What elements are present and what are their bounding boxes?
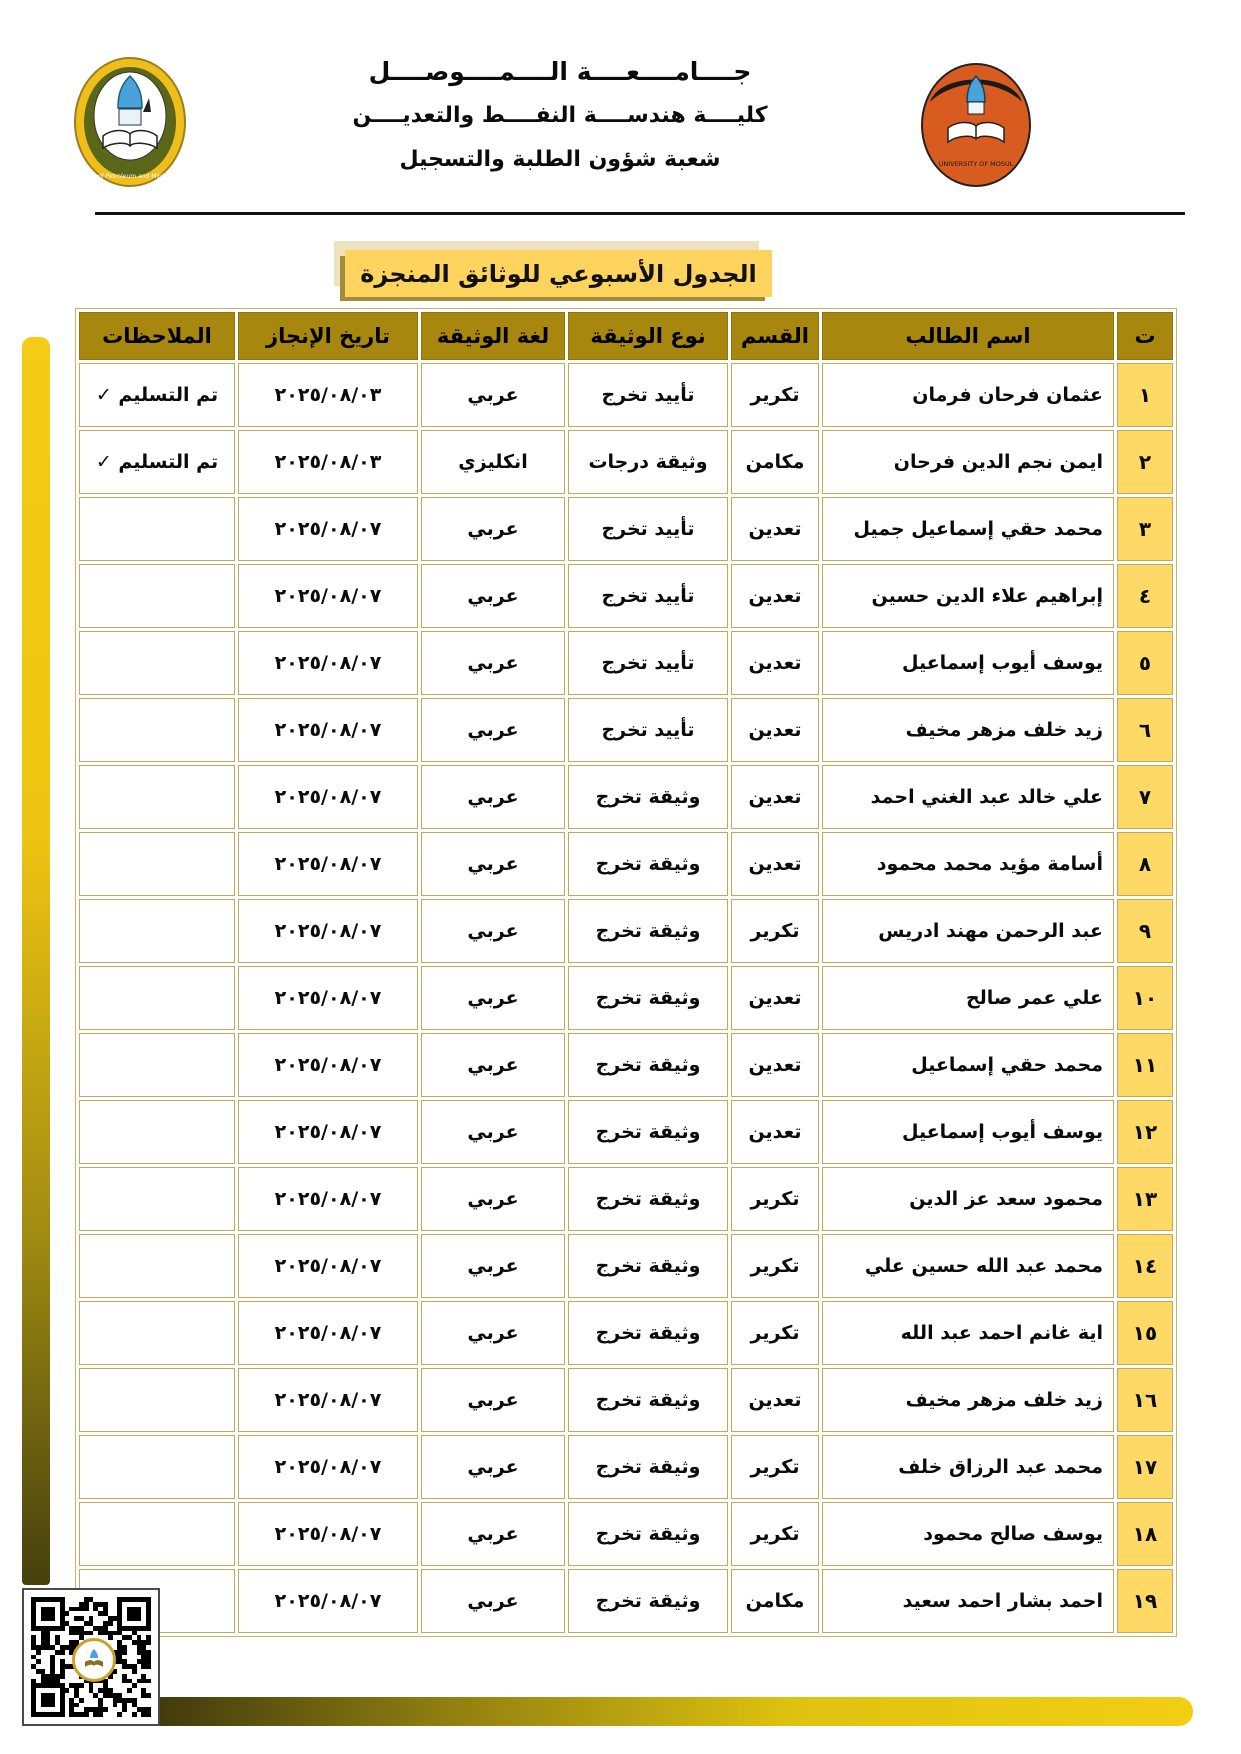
document-language-cell: عربي [421, 966, 565, 1030]
document-language-cell: عربي [421, 631, 565, 695]
student-name-cell: محمد حقي إسماعيل [822, 1033, 1114, 1097]
left-accent-bar [22, 337, 50, 1585]
completion-date-cell: ٢٠٢٥/٠٨/٠٧ [238, 1033, 418, 1097]
row-number-cell: ١٨ [1117, 1502, 1173, 1566]
table-row [79, 1502, 1173, 1566]
document-type-cell: وثيقة تخرج [568, 1435, 728, 1499]
table-row [79, 631, 1173, 695]
col-header-completion-date: تاريخ الإنجاز [238, 312, 418, 360]
row-number-cell: ٣ [1117, 497, 1173, 561]
page-title: الجدول الأسبوعي للوثائق المنجزة [345, 250, 772, 297]
document-language-cell: عربي [421, 1435, 565, 1499]
notes-cell: تم التسليم ✓ [79, 430, 235, 494]
notes-cell [79, 1100, 235, 1164]
completion-date-cell: ٢٠٢٥/٠٨/٠٧ [238, 564, 418, 628]
department-cell: تعدين [731, 832, 819, 896]
header-divider [95, 212, 1185, 215]
student-name-cell: يوسف أيوب إسماعيل [822, 631, 1114, 695]
bottom-accent-bar [150, 1697, 1193, 1726]
qr-center-emblem-icon [72, 1638, 116, 1682]
department-cell: تكرير [731, 1234, 819, 1298]
student-name-cell: احمد بشار احمد سعيد [822, 1569, 1114, 1633]
table-row [79, 430, 1173, 494]
college-emblem-icon [73, 56, 187, 188]
row-number-cell: ٦ [1117, 698, 1173, 762]
table-row [79, 1569, 1173, 1633]
table-row [79, 497, 1173, 561]
notes-cell [79, 899, 235, 963]
notes-cell [79, 1368, 235, 1432]
table-row [79, 698, 1173, 762]
row-number-cell: ١٢ [1117, 1100, 1173, 1164]
notes-cell [79, 1301, 235, 1365]
student-name-cell: عبد الرحمن مهند ادريس [822, 899, 1114, 963]
document-language-cell: عربي [421, 1368, 565, 1432]
university-emblem-icon [920, 62, 1032, 188]
completion-date-cell: ٢٠٢٥/٠٨/٠٧ [238, 1301, 418, 1365]
notes-cell [79, 1234, 235, 1298]
table-row [79, 966, 1173, 1030]
table-row [79, 765, 1173, 829]
table-row [79, 899, 1173, 963]
department-cell: تكرير [731, 1502, 819, 1566]
notes-cell [79, 698, 235, 762]
document-language-cell: عربي [421, 1167, 565, 1231]
svg-text:College of Petroleum and Minin: College of Petroleum and Mining Eng. [73, 173, 187, 180]
table-row [79, 1234, 1173, 1298]
document-type-cell: تأييد تخرج [568, 631, 728, 695]
row-number-cell: ١٧ [1117, 1435, 1173, 1499]
student-name-cell: زيد خلف مزهر مخيف [822, 698, 1114, 762]
notes-cell [79, 1502, 235, 1566]
table-row [79, 1368, 1173, 1432]
document-type-cell: وثيقة تخرج [568, 966, 728, 1030]
table-row [79, 1167, 1173, 1231]
document-language-cell: عربي [421, 1234, 565, 1298]
student-name-cell: يوسف صالح محمود [822, 1502, 1114, 1566]
student-name-cell: محمد حقي إسماعيل جميل [822, 497, 1114, 561]
department-cell: تكرير [731, 899, 819, 963]
row-number-cell: ١٥ [1117, 1301, 1173, 1365]
document-type-cell: وثيقة تخرج [568, 1167, 728, 1231]
svg-text:UNIVERSITY OF MOSUL: UNIVERSITY OF MOSUL [938, 160, 1014, 168]
student-name-cell: محمد عبد الرزاق خلف [822, 1435, 1114, 1499]
table-row [79, 1033, 1173, 1097]
table-row [79, 363, 1173, 427]
col-header-document-language: لغة الوثيقة [421, 312, 565, 360]
university-logo [920, 62, 1032, 192]
student-name-cell: زيد خلف مزهر مخيف [822, 1368, 1114, 1432]
student-name-cell: علي خالد عبد الغني احمد [822, 765, 1114, 829]
row-number-cell: ٧ [1117, 765, 1173, 829]
document-type-cell: وثيقة تخرج [568, 1234, 728, 1298]
department-cell: مكامن [731, 430, 819, 494]
col-header-department: القسم [731, 312, 819, 360]
notes-cell [79, 1435, 235, 1499]
row-number-cell: ١٠ [1117, 966, 1173, 1030]
student-name-cell: عثمان فرحان فرمان [822, 363, 1114, 427]
department-cell: تعدين [731, 966, 819, 1030]
document-language-cell: عربي [421, 363, 565, 427]
college-name: كليــــة هندســــة النفــــط والتعديــــن [352, 103, 768, 128]
department-cell: مكامن [731, 1569, 819, 1633]
qr-code [22, 1588, 160, 1726]
student-name-cell: محمود سعد عز الدين [822, 1167, 1114, 1231]
department-cell: تكرير [731, 1167, 819, 1231]
col-header-notes: الملاحظات [79, 312, 235, 360]
department-cell: تعدين [731, 1368, 819, 1432]
completion-date-cell: ٢٠٢٥/٠٨/٠٧ [238, 832, 418, 896]
notes-cell [79, 832, 235, 896]
document-language-cell: عربي [421, 564, 565, 628]
weekly-documents-table [75, 308, 1177, 1637]
document-type-cell: وثيقة تخرج [568, 1301, 728, 1365]
document-type-cell: تأييد تخرج [568, 363, 728, 427]
document-type-cell: وثيقة تخرج [568, 1569, 728, 1633]
row-number-cell: ١٩ [1117, 1569, 1173, 1633]
notes-cell [79, 966, 235, 1030]
document-language-cell: عربي [421, 1100, 565, 1164]
notes-cell [79, 1033, 235, 1097]
department-cell: تعدين [731, 631, 819, 695]
table-row [79, 1435, 1173, 1499]
table-row [79, 1301, 1173, 1365]
completion-date-cell: ٢٠٢٥/٠٨/٠٧ [238, 1569, 418, 1633]
document-language-cell: عربي [421, 698, 565, 762]
completion-date-cell: ٢٠٢٥/٠٨/٠٧ [238, 631, 418, 695]
document-language-cell: عربي [421, 497, 565, 561]
document-type-cell: وثيقة تخرج [568, 899, 728, 963]
col-header-student-name: اسم الطالب [822, 312, 1114, 360]
completion-date-cell: ٢٠٢٥/٠٨/٠٧ [238, 698, 418, 762]
completion-date-cell: ٢٠٢٥/٠٨/٠٧ [238, 899, 418, 963]
row-number-cell: ٨ [1117, 832, 1173, 896]
document-type-cell: وثيقة تخرج [568, 1368, 728, 1432]
student-name-cell: يوسف أيوب إسماعيل [822, 1100, 1114, 1164]
row-number-cell: ٤ [1117, 564, 1173, 628]
document-type-cell: تأييد تخرج [568, 564, 728, 628]
row-number-cell: ٩ [1117, 899, 1173, 963]
document-type-cell: وثيقة تخرج [568, 1100, 728, 1164]
row-number-cell: ١١ [1117, 1033, 1173, 1097]
row-number-cell: ٥ [1117, 631, 1173, 695]
document-language-cell: عربي [421, 832, 565, 896]
department-cell: تكرير [731, 1435, 819, 1499]
document-type-cell: وثيقة تخرج [568, 832, 728, 896]
completion-date-cell: ٢٠٢٥/٠٨/٠٧ [238, 1435, 418, 1499]
row-number-cell: ١٣ [1117, 1167, 1173, 1231]
document-type-cell: وثيقة تخرج [568, 765, 728, 829]
completion-date-cell: ٢٠٢٥/٠٨/٠٧ [238, 1368, 418, 1432]
completion-date-cell: ٢٠٢٥/٠٨/٠٧ [238, 1167, 418, 1231]
notes-cell [79, 497, 235, 561]
document-language-cell: عربي [421, 1569, 565, 1633]
document-language-cell: عربي [421, 1502, 565, 1566]
notes-cell [79, 1167, 235, 1231]
completion-date-cell: ٢٠٢٥/٠٨/٠٣ [238, 430, 418, 494]
table-row [79, 1100, 1173, 1164]
col-header-number: ت [1117, 312, 1173, 360]
table-header-row [79, 312, 1173, 360]
department-cell: تكرير [731, 1301, 819, 1365]
department-cell: تعدين [731, 564, 819, 628]
document-type-cell: وثيقة تخرج [568, 1033, 728, 1097]
completion-date-cell: ٢٠٢٥/٠٨/٠٧ [238, 765, 418, 829]
completion-date-cell: ٢٠٢٥/٠٨/٠٧ [238, 966, 418, 1030]
row-number-cell: ١ [1117, 363, 1173, 427]
department-cell: تعدين [731, 1100, 819, 1164]
completion-date-cell: ٢٠٢٥/٠٨/٠٣ [238, 363, 418, 427]
row-number-cell: ٢ [1117, 430, 1173, 494]
student-name-cell: اية غانم احمد عبد الله [822, 1301, 1114, 1365]
row-number-cell: ١٤ [1117, 1234, 1173, 1298]
document-language-cell: عربي [421, 765, 565, 829]
document-type-cell: وثيقة تخرج [568, 1502, 728, 1566]
department-cell: تعدين [731, 698, 819, 762]
department-cell: تعدين [731, 497, 819, 561]
completion-date-cell: ٢٠٢٥/٠٨/٠٧ [238, 1234, 418, 1298]
completion-date-cell: ٢٠٢٥/٠٨/٠٧ [238, 497, 418, 561]
col-header-document-type: نوع الوثيقة [568, 312, 728, 360]
notes-cell: تم التسليم ✓ [79, 363, 235, 427]
student-name-cell: علي عمر صالح [822, 966, 1114, 1030]
student-name-cell: أسامة مؤيد محمد محمود [822, 832, 1114, 896]
document-type-cell: وثيقة درجات [568, 430, 728, 494]
university-name: جــــامــــعــــة الــــمــــوصــــل [368, 57, 752, 86]
notes-cell [79, 564, 235, 628]
document-language-cell: عربي [421, 1301, 565, 1365]
student-name-cell: إبراهيم علاء الدين حسين [822, 564, 1114, 628]
table-row [79, 832, 1173, 896]
document-type-cell: تأييد تخرج [568, 497, 728, 561]
department-cell: تعدين [731, 1033, 819, 1097]
student-name-cell: محمد عبد الله حسين علي [822, 1234, 1114, 1298]
letterhead [330, 50, 790, 182]
college-logo [73, 56, 187, 192]
department-cell: تعدين [731, 765, 819, 829]
notes-cell [79, 765, 235, 829]
department-cell: تكرير [731, 363, 819, 427]
document-language-cell: عربي [421, 1033, 565, 1097]
completion-date-cell: ٢٠٢٥/٠٨/٠٧ [238, 1502, 418, 1566]
document-language-cell: عربي [421, 899, 565, 963]
row-number-cell: ١٦ [1117, 1368, 1173, 1432]
document-language-cell: انكليزي [421, 430, 565, 494]
student-name-cell: ايمن نجم الدين فرحان [822, 430, 1114, 494]
completion-date-cell: ٢٠٢٥/٠٨/٠٧ [238, 1100, 418, 1164]
document-type-cell: تأييد تخرج [568, 698, 728, 762]
table-row [79, 564, 1173, 628]
division-name: شعبة شؤون الطلبة والتسجيل [399, 147, 721, 172]
notes-cell [79, 631, 235, 695]
